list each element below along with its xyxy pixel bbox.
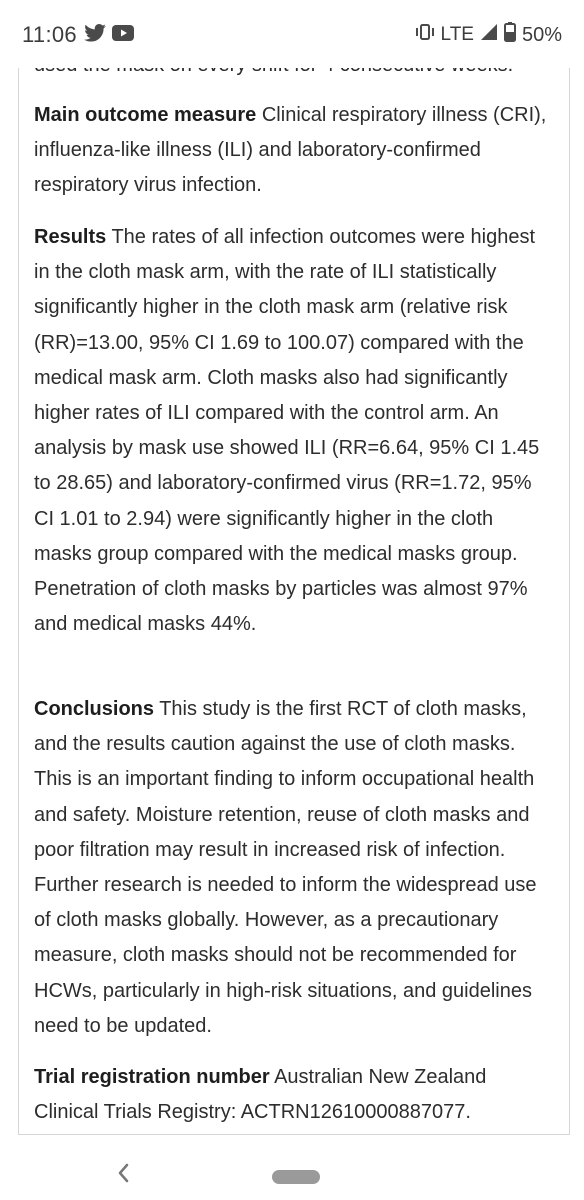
battery-icon xyxy=(504,22,516,48)
section-body: This study is the first RCT of cloth masks, and the results caution against the use of cloth masks. This is an important finding to inform occupational health and safety. Moisture retention, reuse of cloth masks and poor filtration may result in increased risk of infection. Further research is needed to inform the widespread use of cloth masks globally. However, as a precautionary measure, cloth masks should not be recommended for HCWs, particularly in high-risk situations, and guidelines need to be updated. xyxy=(34,698,537,1037)
vibrate-icon xyxy=(415,23,435,47)
status-right-group xyxy=(415,22,562,48)
signal-icon xyxy=(480,23,498,47)
twitter-icon xyxy=(84,24,106,47)
status-left-icons xyxy=(84,24,134,47)
section-conclusions xyxy=(34,692,554,1044)
battery-percent: 50% xyxy=(521,23,562,46)
section-main-outcome xyxy=(34,98,554,204)
section-body: Clinical respiratory illness (CRI), influenza-like illness (ILI) and laboratory-confirmed respiratory virus infection. xyxy=(34,104,547,197)
status-bar xyxy=(0,0,584,68)
section-results xyxy=(34,220,554,642)
section-heading: Trial registration number xyxy=(34,1066,270,1088)
back-icon[interactable] xyxy=(116,1162,130,1189)
section-heading: Conclusions xyxy=(34,698,155,720)
system-nav-bar xyxy=(0,1150,584,1200)
section-body: The rates of all infection outcomes were highest in the cloth mask arm, with the rate of ILI statistically significantly higher in the cloth mask arm (relative risk (RR)=13.00, 95% CI 1.69 to 100.07) compared with the medical mask arm. Cloth masks also had significantly higher rates of ILI compared with the control arm. An analysis by mask use showed ILI (RR=6.64, 95% CI 1.45 to 28.65) and laboratory-confirmed virus (RR=1.72, 95% CI 1.01 to 2.94) were significantly higher in the cloth masks group compared with the medical masks group. Penetration of cloth masks by particles was almost 97% and medical masks 44%. xyxy=(34,226,540,636)
section-heading: Results xyxy=(34,226,107,248)
section-heading: Main outcome measure xyxy=(34,104,257,126)
youtube-icon xyxy=(112,25,134,46)
network-type: LTE xyxy=(440,24,474,45)
abstract-card xyxy=(18,40,570,1135)
status-time: 11:06 xyxy=(22,22,77,47)
home-pill-icon[interactable] xyxy=(272,1170,320,1184)
section-trial-registration xyxy=(34,1060,554,1130)
section-body: Australian New Zealand Clinical Trials Registry: ACTRN12610000887077. xyxy=(34,1066,487,1124)
